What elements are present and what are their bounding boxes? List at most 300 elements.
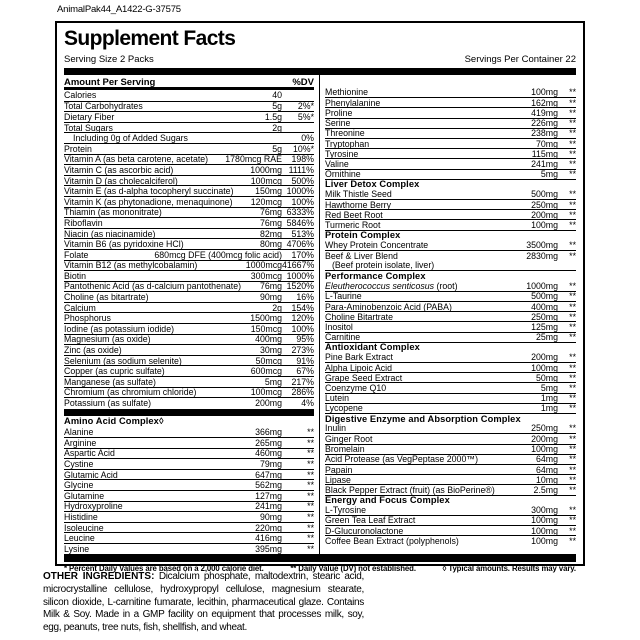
nutrient-amount: 1.5g [264,111,282,122]
nutrient-amount: 100mg [531,515,558,526]
nutrient-row [64,376,314,387]
nutrient-row [64,479,314,490]
nutrient-daily-value: 500% [291,175,314,186]
nutrient-row [64,437,314,448]
nutrient-row [325,515,576,525]
bottom-divider-bar [64,554,576,562]
nutrient-daily-value: 5846% [286,217,314,228]
nutrient-daily-value: ** [569,128,576,139]
nutrient-name-text: Vitamin K (as phytonadione, menaquinone) [64,196,233,207]
nutrient-row [64,122,314,133]
nutrient-amount: 200mg [255,398,282,409]
nutrient-row [325,301,576,311]
nutrient-name [325,302,531,312]
nutrient-daily-value: ** [307,458,314,469]
nutrient-daily-value: ** [307,426,314,437]
nutrient-name-text: Hydroxyproline [64,501,123,512]
nutrient-name [64,427,255,437]
nutrient-name-text: D-Glucuronolactone [325,525,404,536]
nutrient-name [64,334,255,344]
nutrient-daily-value: ** [569,291,576,302]
nutrient-daily-value: ** [569,515,576,526]
nutrient-amount: 500mg [531,291,558,302]
nutrient-daily-value: ** [569,504,576,515]
nutrient-name-text: Including 0g of Added Sugars [73,133,188,144]
nutrient-name-text: Phosphorus [64,313,111,324]
nutrient-row [64,490,314,501]
nutrient-daily-value: ** [569,393,576,404]
nutrient-daily-value: ** [569,148,576,159]
nutrient-name-text: Vitamin A (as beta carotene, acetate) [64,154,209,165]
nutrient-amount: 366mg [255,426,282,437]
nutrient-name-text: Thiamin (as mononitrate) [64,207,162,218]
nutrient-amount: 419mg [531,107,558,118]
nutrient-row [325,403,576,413]
nutrient-amount: 500mg [531,188,558,199]
nutrient-daily-value: ** [307,543,314,554]
nutrient-row [64,260,314,271]
nutrient-daily-value: 1111% [288,164,314,175]
footnote-typical-amounts: ◊ Typical amounts. Results may vary. [442,563,576,573]
nutrient-amount: 300mg [531,504,558,515]
nutrient-name [325,475,536,485]
nutrient-name-text: Folate [64,249,89,260]
nutrient-amount: 200mg [531,433,558,444]
nutrient-name-text: (root) [434,280,458,291]
section-header [325,495,576,505]
nutrient-name [64,260,246,270]
nutrient-name [325,169,541,179]
nutrient-daily-value: 273% [291,345,314,356]
nutrient-amount: 25mg [535,332,558,343]
nutrient-amount: 76mg [259,207,282,218]
nutrient-amount: 1000mg [250,164,282,175]
nutrient-row [64,387,314,398]
nutrient-amount: 10mg [535,474,558,485]
nutrient-name-text: Glutamine [64,490,105,501]
nutrient-row [325,128,576,138]
nutrient-amount: 1780mcg RAE [225,154,282,165]
nutrient-name [325,200,531,210]
nutrient-name [64,90,272,100]
nutrient-amount: 70mg [535,138,558,149]
nutrient-row [64,543,314,554]
nutrient-row [64,228,314,239]
nutrient-row [64,281,314,292]
section-header [325,413,576,423]
nutrient-row [64,101,314,112]
nutrient-name [64,448,255,458]
nutrient-amount: 200mg [531,351,558,362]
nutrient-name [325,485,534,495]
nutrient-name [325,210,531,220]
nutrient-daily-value: ** [569,433,576,444]
nutrient-name-text: Selenium (as sodium selenite) [64,355,182,366]
nutrient-amount: 265mg [255,437,282,448]
nutrient-amount: 100mcg [250,175,282,186]
nutrient-row [64,501,314,512]
nutrient-daily-value: 154% [291,302,314,313]
nutrient-amount: 2g [272,122,282,133]
nutrient-name [64,101,272,111]
nutrient-name [64,123,272,133]
nutrient-name [325,312,531,322]
nutrient-name-text: Copper (as cupric sulfate) [64,366,165,377]
nutrient-amount: 64mg [535,454,558,465]
nutrient-name [64,165,250,175]
nutrient-daily-value: ** [569,209,576,220]
nutrient-name-text: Inulin [325,423,347,434]
nutrient-name [64,186,255,196]
nutrient-row [64,143,314,154]
nutrient-name-text: Iodine (as potassium iodide) [64,323,175,334]
nutrient-name [64,250,154,260]
serving-size: Serving Size 2 Packs [64,54,154,65]
nutrient-name [325,118,531,128]
nutrient-daily-value: ** [569,464,576,475]
nutrient-name-italic: Eleutherococcus senticosus [325,280,435,291]
nutrient-name [325,373,536,383]
nutrient-name-text: Riboflavin [64,217,103,228]
nutrient-name [325,536,531,546]
nutrient-name-text: Vitamin D (as cholecalciferol) [64,175,178,186]
nutrient-daily-value: ** [569,301,576,312]
nutrient-name-text: Cystine [64,458,94,469]
nutrient-name-text: Choline (as bitartrate) [64,292,149,303]
section-header-label: Amino Acid Complex◊ [64,416,164,427]
nutrient-daily-value: 95% [296,334,314,345]
nutrient-name-text: Protein [64,143,92,154]
nutrient-name-text: Vitamin B12 (as methylcobalamin) [64,260,198,271]
nutrient-amount: 250mg [531,311,558,322]
nutrient-name-text: Inositol [325,321,353,332]
nutrient-daily-value: ** [569,250,576,261]
nutrient-daily-value: ** [307,501,314,512]
nutrient-name-text: Black Pepper Extract (fruit) (as BioPerine®) [325,484,495,495]
nutrient-row [325,189,576,199]
nutrient-row [64,426,314,437]
nutrient-row [64,154,314,165]
nutrient-daily-value: ** [569,484,576,495]
nutrient-row [64,458,314,469]
nutrient-daily-value: ** [307,522,314,533]
nutrient-name-text: Lutein [325,393,349,404]
nutrient-daily-value: 100% [291,323,314,334]
nutrient-name [325,240,526,250]
nutrient-daily-value: ** [569,239,576,250]
nutrient-row [325,291,576,301]
nutrient-daily-value: ** [569,444,576,455]
right-column [320,75,576,554]
nutrient-name-text: Para-Aminobenzoic Acid (PABA) [325,301,452,312]
nutrient-amount: 600mcg [250,366,282,377]
nutrient-amount: 460mg [255,448,282,459]
nutrient-name [64,154,225,164]
nutrient-amount: 5mg [540,169,558,180]
nutrient-name-text: Total Sugars [64,122,113,133]
nutrient-daily-value: ** [307,469,314,480]
nutrient-row [64,522,314,533]
nutrient-row [325,525,576,535]
nutrient-daily-value: 67% [296,366,314,377]
nutrient-name-text: Manganese (as sulfate) [64,376,156,387]
nutrient-name-text: Proline [325,107,353,118]
nutrient-amount: 64mg [535,464,558,475]
nutrient-row [325,362,576,372]
nutrient-name-text: Hawthorne Berry [325,199,392,210]
nutrient-name-text: Alpha Lipoic Acid [325,362,392,373]
nutrient-amount: 30mg [259,345,282,356]
nutrient-amount: 76mg [259,217,282,228]
nutrient-amount: 90mg [259,511,282,522]
section-header [64,416,314,427]
nutrient-name [64,438,255,448]
nutrient-name [325,515,531,525]
nutrient-row [325,393,576,403]
nutrient-name [325,159,531,169]
nutrient-row [64,249,314,260]
nutrient-amount: 150mcg [250,323,282,334]
nutrient-daily-value: ** [569,321,576,332]
nutrient-row [325,240,576,250]
nutrient-name [325,139,536,149]
nutrient-daily-value: ** [307,480,314,491]
nutrient-name-text: Pine Bark Extract [325,351,393,362]
nutrient-name [64,292,260,302]
nutrient-name-text: Bromelain [325,444,365,455]
nutrient-amount: 300mcg [250,270,282,281]
nutrient-name-text: Potassium (as sulfate) [64,398,152,409]
nutrient-amount: 79mg [259,458,282,469]
nutrient-row [64,312,314,323]
nutrient-daily-value: ** [307,533,314,544]
nutrient-name [325,291,531,301]
nutrient-name [64,176,251,186]
nutrient-daily-value: 16% [296,292,314,303]
nutrient-row [64,90,314,101]
nutrient-name [325,149,532,159]
nutrient-name [325,526,531,536]
nutrient-name-text: Leucine [64,533,95,544]
nutrient-name [64,303,272,313]
nutrient-name [64,197,251,207]
nutrient-name-text: Coffee Bean Extract (polyphenols) [325,535,459,546]
nutrient-row [64,111,314,122]
column-header-row [64,75,314,90]
nutrient-name-text: Calories [64,90,97,101]
nutrient-amount: 100mg [531,444,558,455]
nutrient-daily-value: ** [569,351,576,362]
nutrient-name-text: Histidine [64,511,98,522]
nutrient-name-text: Glycine [64,480,94,491]
nutrient-name [64,345,260,355]
nutrient-name [64,239,260,249]
nutrient-daily-value: 120% [291,313,314,324]
nutrient-daily-value: ** [569,454,576,465]
nutrient-amount: 1000mg [526,280,558,291]
nutrient-row [325,484,576,494]
nutrient-name [64,523,255,533]
nutrient-name-text: Tyrosine [325,148,359,159]
nutrient-row [64,196,314,207]
nutrient-name-text: Whey Protein Concentrate [325,239,429,250]
nutrient-name [325,393,541,403]
nutrient-daily-value: 2%* [297,101,314,112]
section-header [325,342,576,352]
nutrient-name [325,251,526,261]
nutrient-name-text: Pantothenic Acid (as d-calcium pantothenate) [64,281,242,292]
nutrient-name [64,480,255,490]
nutrient-row [64,323,314,334]
panel-title: Supplement Facts [64,27,236,50]
nutrient-name [325,332,536,342]
nutrient-row [64,334,314,345]
nutrient-daily-value: 286% [291,387,314,398]
nutrient-name [64,387,251,397]
nutrient-name [325,98,531,108]
nutrient-name-text: Carnitine [325,332,361,343]
section-header [325,230,576,240]
nutrient-name-text: Green Tea Leaf Extract [325,515,416,526]
nutrient-amount: 5mg [264,376,282,387]
nutrient-name [325,454,536,464]
section-header-label: Performance Complex [325,270,426,281]
nutrient-name-text: Lycopene [325,403,363,414]
nutrient-amount: 200mg [531,209,558,220]
nutrient-row [325,321,576,331]
nutrient-name [325,87,531,97]
nutrient-amount: 125mg [531,321,558,332]
supplement-facts-panel [55,21,585,573]
nutrient-name [64,324,251,334]
nutrient-daily-value: 10%* [292,143,314,154]
nutrient-amount: 50mg [535,372,558,383]
nutrient-daily-value: ** [569,199,576,210]
nutrient-row [325,454,576,464]
nutrient-amount: 100mcg [250,387,282,398]
nutrient-name-text: Arginine [64,437,97,448]
nutrient-name-text: L-Taurine [325,291,362,302]
nutrient-name-text: Vitamin C (as ascorbic acid) [64,164,174,175]
nutrient-row [325,352,576,362]
nutrient-name-text: Vitamin B6 (as pyridoxine HCl) [64,239,184,250]
nutrient-daily-value: 1000% [286,186,314,197]
nutrient-subnote-text: (Beef protein isolate, liver) [332,260,435,271]
nutrient-daily-value: ** [569,535,576,546]
nutrient-row [325,505,576,515]
nutrient-row [64,270,314,281]
other-ingredients-text: Dicalcium phosphate, maltodextrin, stearic acid, microcrystalline cellulose, hydroxypropyl cellulose, magnesium stearate, silicon dioxide, L-carnitine fumarate, lecithin, pharmaceutical glaze. Contains Milk & Soy. Made in a GMP facility on equipment that processes milk, soy, egg, peanuts, tree nuts, fish, shellfish, and wheat. [43,571,365,634]
nutrient-amount: 40 [272,90,282,101]
top-divider-bar [64,68,576,75]
nutrient-row [325,464,576,474]
nutrient-name-text: Turmeric Root [325,220,381,231]
nutrient-amount: 3500mg [526,239,558,250]
nutrient-name-text: Milk Thistle Seed [325,188,392,199]
nutrient-daily-value: ** [569,362,576,373]
nutrient-row [325,433,576,443]
nutrient-name-text: Calcium [64,302,96,313]
nutrient-name-text: Beef & Liver Blend [325,250,398,261]
nutrient-name [325,383,541,393]
nutrient-daily-value: ** [569,158,576,169]
nutrient-row [64,185,314,196]
nutrient-daily-value: ** [569,169,576,180]
nutrient-amount: 120mcg [250,196,282,207]
nutrient-row [325,535,576,545]
nutrient-name-text: Zinc (as oxide) [64,345,122,356]
nutrient-daily-value: ** [569,525,576,536]
section-header [325,179,576,189]
nutrient-name [64,313,250,323]
nutrient-daily-value: 91% [296,355,314,366]
nutrient-row [64,175,314,186]
nutrient-row [64,511,314,522]
nutrient-amount: 400mg [255,334,282,345]
nutrient-name-text: Niacin (as niacinamide) [64,228,156,239]
nutrient-name [64,544,255,554]
nutrient-daily-value: 4706% [286,239,314,250]
nutrient-daily-value: ** [569,423,576,434]
nutrient-amount: 162mg [531,97,558,108]
nutrient-name-text: Aspartic Acid [64,448,115,459]
nutrient-name-text: Tryptophan [325,138,370,149]
nutrient-name-text: Chromium (as chromium chloride) [64,387,197,398]
nutrient-daily-value: ** [307,437,314,448]
nutrient-daily-value: ** [569,332,576,343]
nutrient-amount: 1000mcg [245,260,282,271]
nutrient-daily-value: 513% [291,228,314,239]
nutrient-subnote [325,260,576,270]
nutrient-row [64,132,314,143]
nutrient-amount: 2g [272,302,282,313]
nutrient-amount: 241mg [531,158,558,169]
nutrient-name [64,133,282,143]
nutrient-name [64,229,260,239]
nutrient-amount: 250mg [531,423,558,434]
nutrient-row [325,87,576,97]
nutrient-row [325,138,576,148]
percent-dv-header: %DV [292,76,314,88]
nutrient-amount: 100mg [531,362,558,373]
nutrient-amount: 395mg [255,543,282,554]
nutrient-name-text: Papain [325,464,353,475]
nutrient-row [325,158,576,168]
nutrient-name-text: Biotin [64,270,87,281]
nutrient-name-text: L-Tyrosine [325,504,367,515]
nutrient-name [325,189,531,199]
nutrient-daily-value: ** [569,280,576,291]
nutrient-name [325,322,531,332]
nutrient-row [64,469,314,480]
nutrient-daily-value: 41667% [282,260,315,271]
nutrient-row [64,365,314,376]
nutrient-amount: 50mcg [255,355,282,366]
nutrient-row [64,448,314,459]
nutrient-amount: 238mg [531,128,558,139]
nutrient-amount: 220mg [255,522,282,533]
document-code: AnimalPak44_A1422-G-37575 [57,4,181,15]
nutrient-daily-value: ** [569,220,576,231]
nutrient-row [325,118,576,128]
section-header-label: Liver Detox Complex [325,179,420,190]
section-header-label: Energy and Focus Complex [325,495,450,506]
nutrient-name [64,512,260,522]
nutrient-name [325,220,531,230]
nutrient-row [325,444,576,454]
nutrient-row [325,423,576,433]
nutrient-name [64,271,251,281]
